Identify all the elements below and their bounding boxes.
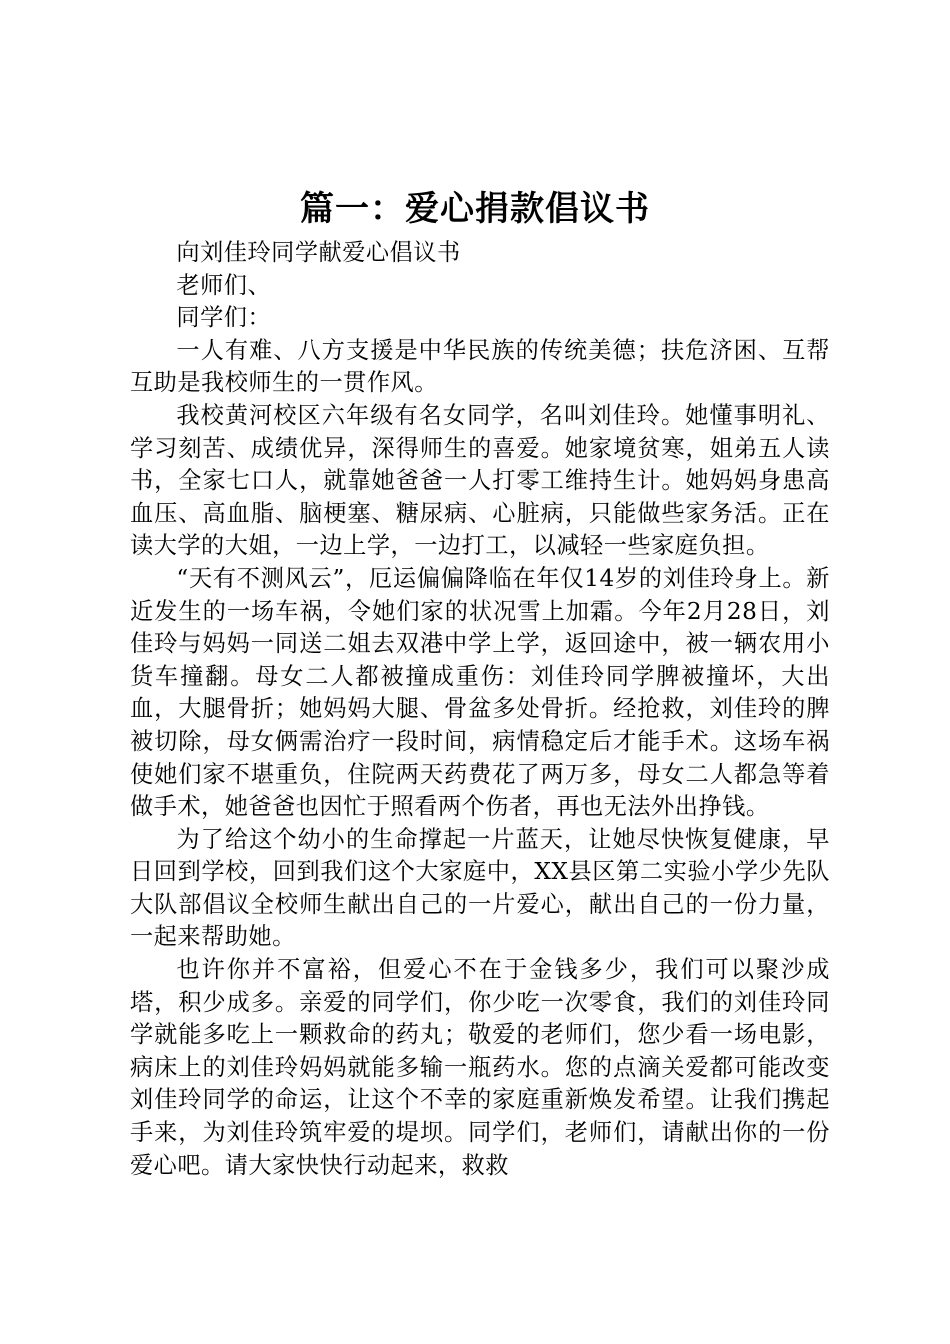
document-body (130, 237, 830, 1182)
document-paragraph: “天有不测风云”，厄运偏偏降临在年仅14岁的刘佳玲身上。新近发生的一场车祸，令她们家的状况雪上加霜。今年2月28日，刘佳玲与妈妈一同送二姐去双港中学上学，返回途中，被一辆农用小货车撞翻。母女二人都被撞成重伤：刘佳玲同学脾被撞坏，大出血，大腿骨折；她妈妈大腿、骨盆多处骨折。经抢救，刘佳玲的脾被切除，母女俩需治疗一段时间，病情稳定后才能手术。这场车祸使她们家不堪重负，住院两天药费花了两万多，母女二人都急等着做手术，她爸爸也因忙于照看两个伤者，再也无法外出挣钱。 (130, 564, 830, 821)
document-paragraph: 我校黄河校区六年级有名女同学，名叫刘佳玲。她懂事明礼、学习刻苦、成绩优异，深得师生的喜爱。她家境贫寒，姐弟五人读书，全家七口人，就靠她爸爸一人打零工维持生计。她妈妈身患高血压、高血脂、脑梗塞、糖尿病、心脏病，只能做些家务活。正在读大学的大姐，一边上学，一边打工，以减轻一些家庭负担。 (130, 401, 830, 560)
document-paragraph: 也许你并不富裕，但爱心不在于金钱多少，我们可以聚沙成塔，积少成多。亲爱的同学们，你少吃一次零食，我们的刘佳玲同学就能多吃上一颗救命的药丸；敬爱的老师们，您少看一场电影，病床上的刘佳玲妈妈就能多输一瓶药水。您的点滴关爱都可能改变刘佳玲同学的命运，让这个不幸的家庭重新焕发希望。让我们携起手来，为刘佳玲筑牢爱的堤坝。同学们，老师们，请献出你的一份爱心吧。请大家快快行动起来，救救 (130, 956, 830, 1179)
document-paragraph: 同学们： (176, 304, 272, 332)
document-paragraph: 向刘佳玲同学献爱心倡议书 (176, 239, 461, 266)
document-paragraph: 老师们、 (176, 271, 272, 299)
document-paragraph: 一人有难、八方支援是中华民族的传统美德；扶危济困、互帮互助是我校师生的一贯作风。 (130, 336, 830, 397)
document-title: 篇一：爱心捐款倡议书 (300, 189, 650, 229)
document-paragraph: 为了给这个幼小的生命撑起一片蓝天，让她尽快恢复健康，早日回到学校，回到我们这个大家庭中，XX县区第二实验小学少先队大队部倡议全校师生献出自己的一片爱心，献出自己的一份力量，一起来帮助她。 (130, 825, 830, 951)
